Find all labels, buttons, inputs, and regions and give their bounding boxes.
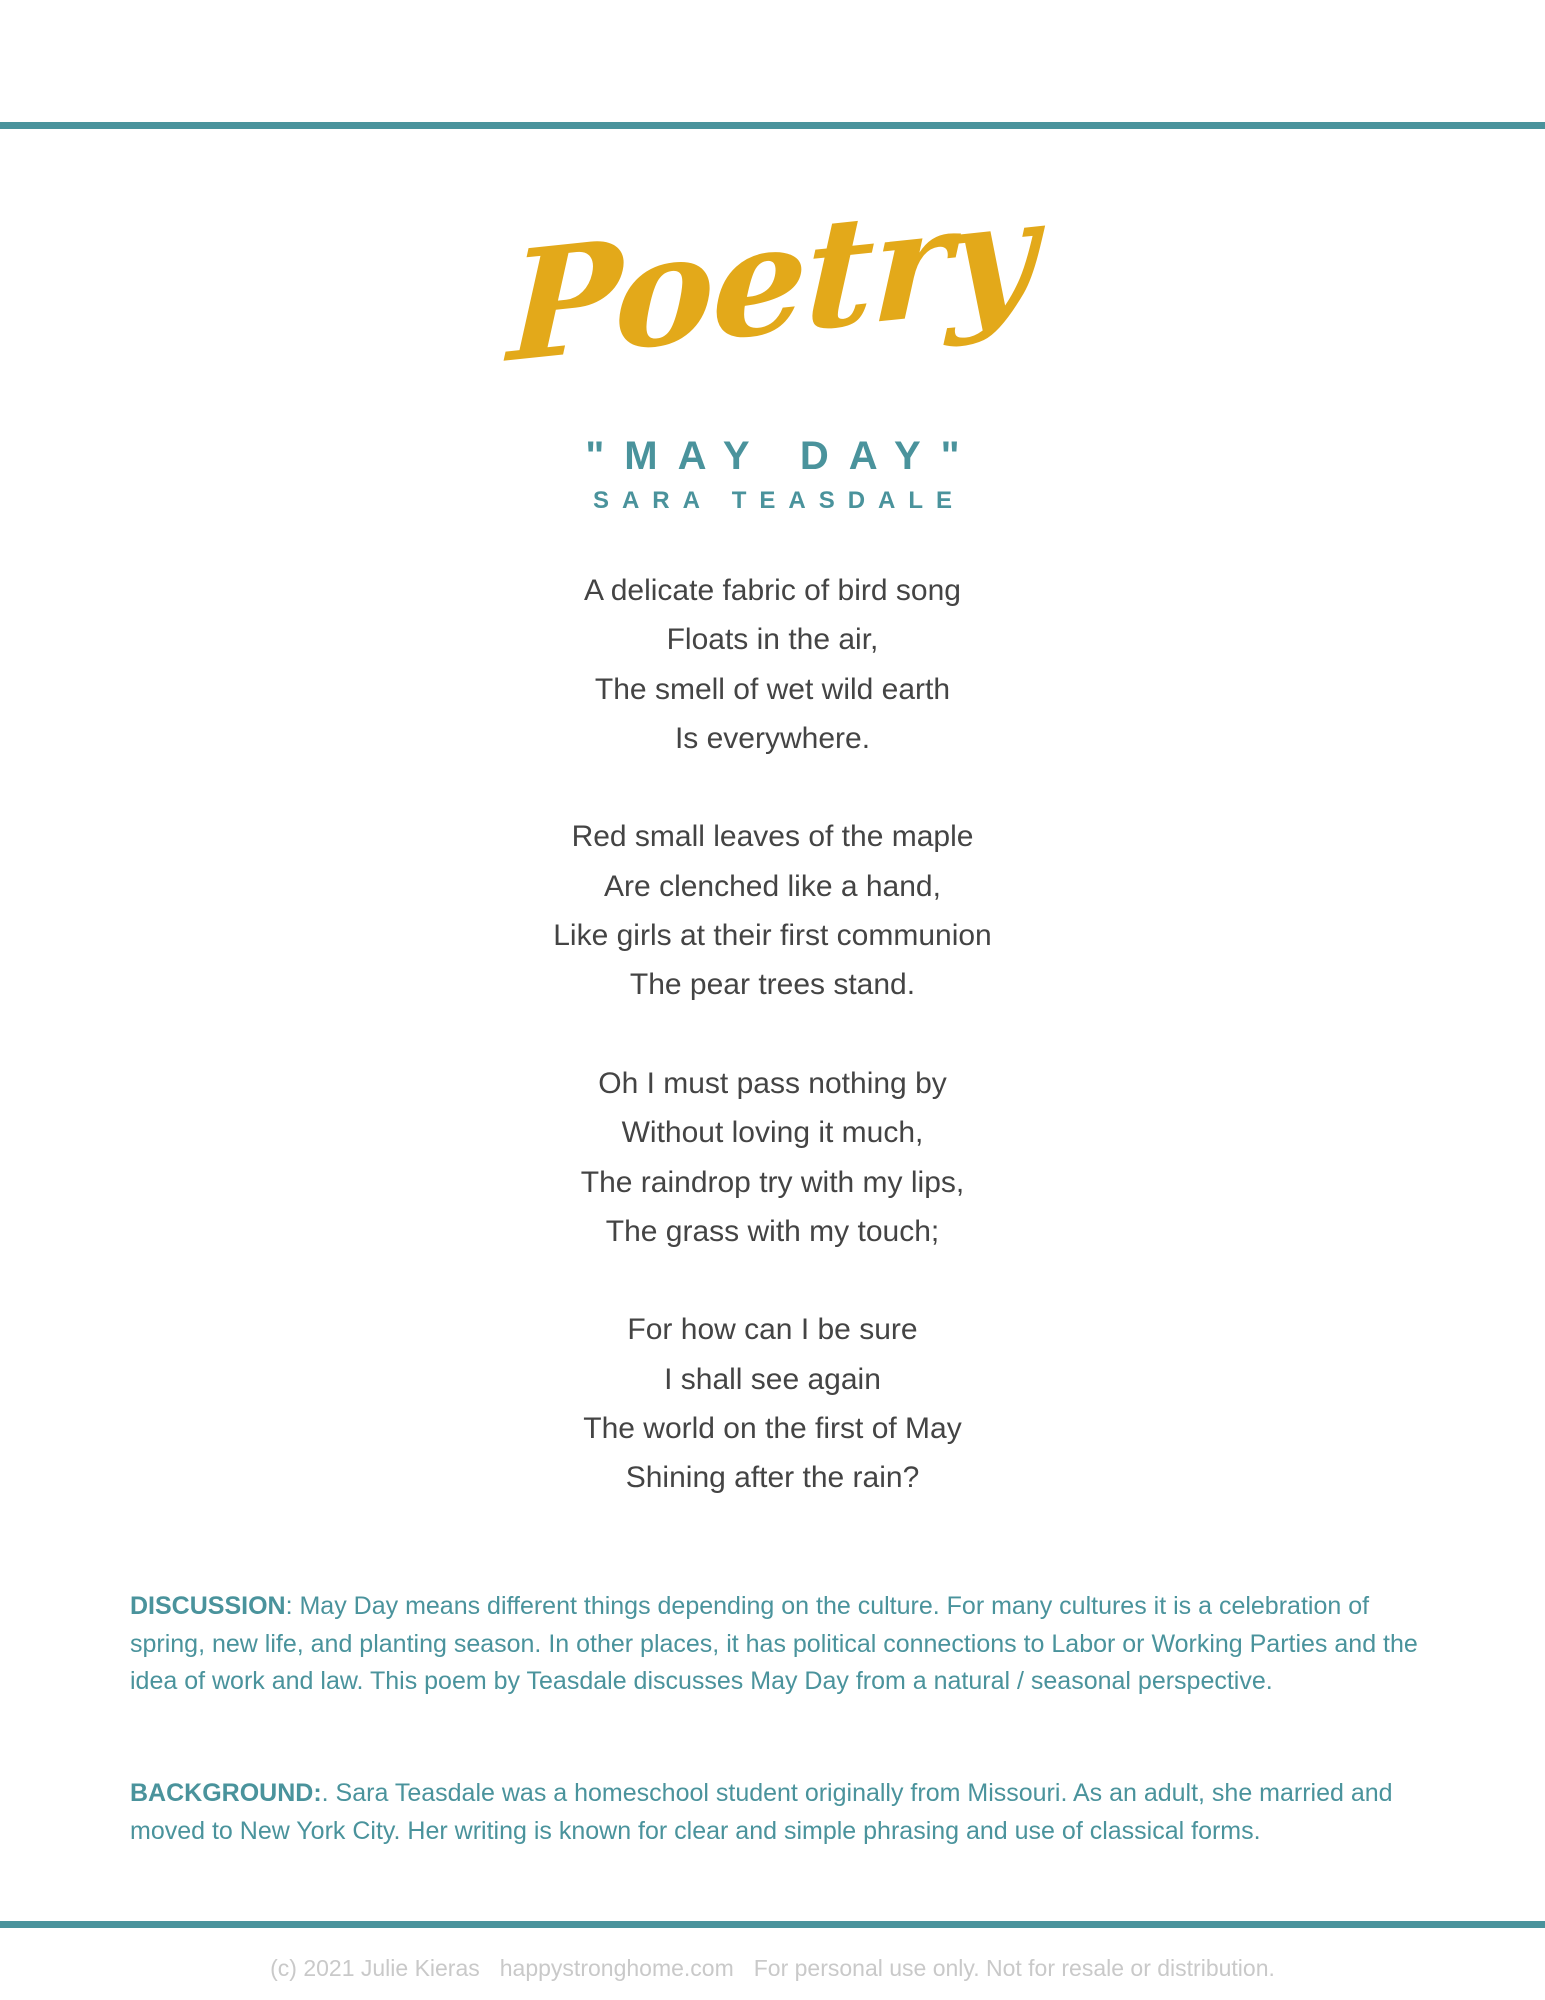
footer-website: happystronghome.com bbox=[499, 1955, 734, 1981]
page-title-text: Poetry bbox=[505, 163, 1037, 397]
poem-line: For how can I be sure bbox=[627, 1313, 918, 1347]
poem-line: I shall see again bbox=[664, 1362, 881, 1396]
footer-copyright: (c) 2021 Julie Kieras bbox=[270, 1955, 480, 1981]
background-text: . Sara Teasdale was a homeschool student originally from Missouri. As an adult, she married and moved to New York City. Her writing is known for clear and simple phrasing and use of classical forms. bbox=[130, 1779, 1393, 1845]
poem-line: The pear trees stand. bbox=[629, 968, 916, 1002]
stanza-1 bbox=[0, 566, 1545, 763]
poem-line: Is everywhere. bbox=[674, 721, 871, 755]
stanza-2 bbox=[0, 812, 1545, 1009]
background-label: BACKGROUND: bbox=[130, 1779, 322, 1807]
poem-line: Without loving it much, bbox=[621, 1116, 924, 1150]
poem-line: A delicate fabric of bird song bbox=[584, 574, 961, 607]
poem-line: Oh I must pass nothing by bbox=[598, 1066, 947, 1100]
discussion-label: DISCUSSION bbox=[130, 1592, 286, 1620]
footer bbox=[0, 1953, 1545, 1983]
poem-line: Are clenched like a hand, bbox=[604, 869, 941, 903]
stanza-3 bbox=[0, 1059, 1545, 1256]
poem-line: The raindrop try with my lips, bbox=[580, 1165, 965, 1199]
stanza-4 bbox=[0, 1305, 1545, 1502]
footer-notice: For personal use only. Not for resale or distribution. bbox=[753, 1955, 1275, 1981]
poem-line: Red small leaves of the maple bbox=[571, 820, 974, 854]
poem-line: The grass with my touch; bbox=[605, 1214, 940, 1248]
page-title bbox=[0, 125, 1545, 436]
poem-author: SARA TEASDALE bbox=[592, 487, 966, 514]
background-paragraph bbox=[130, 1775, 1420, 1850]
poem-title: "MAY DAY" bbox=[585, 434, 980, 478]
poem-body bbox=[0, 566, 1545, 1552]
poem-line: Floats in the air, bbox=[666, 623, 879, 657]
poem-line: The smell of wet wild earth bbox=[594, 672, 951, 706]
discussion-paragraph bbox=[130, 1588, 1420, 1701]
bottom-divider bbox=[0, 1921, 1545, 1928]
poem-line: The world on the first of May bbox=[583, 1412, 962, 1446]
poem-line: Like girls at their first communion bbox=[553, 919, 992, 953]
discussion-text: : May Day means different things depending on the culture. For many cultures it is a celebration of spring, new life, and planting season. In other places, it has political connections to Labor or Working Parties and the idea of work and law. This poem by Teasdale discusses May Day from a natural / seasonal perspective. bbox=[130, 1592, 1418, 1695]
top-divider bbox=[0, 122, 1545, 129]
poem-line: Shining after the rain? bbox=[625, 1461, 920, 1495]
